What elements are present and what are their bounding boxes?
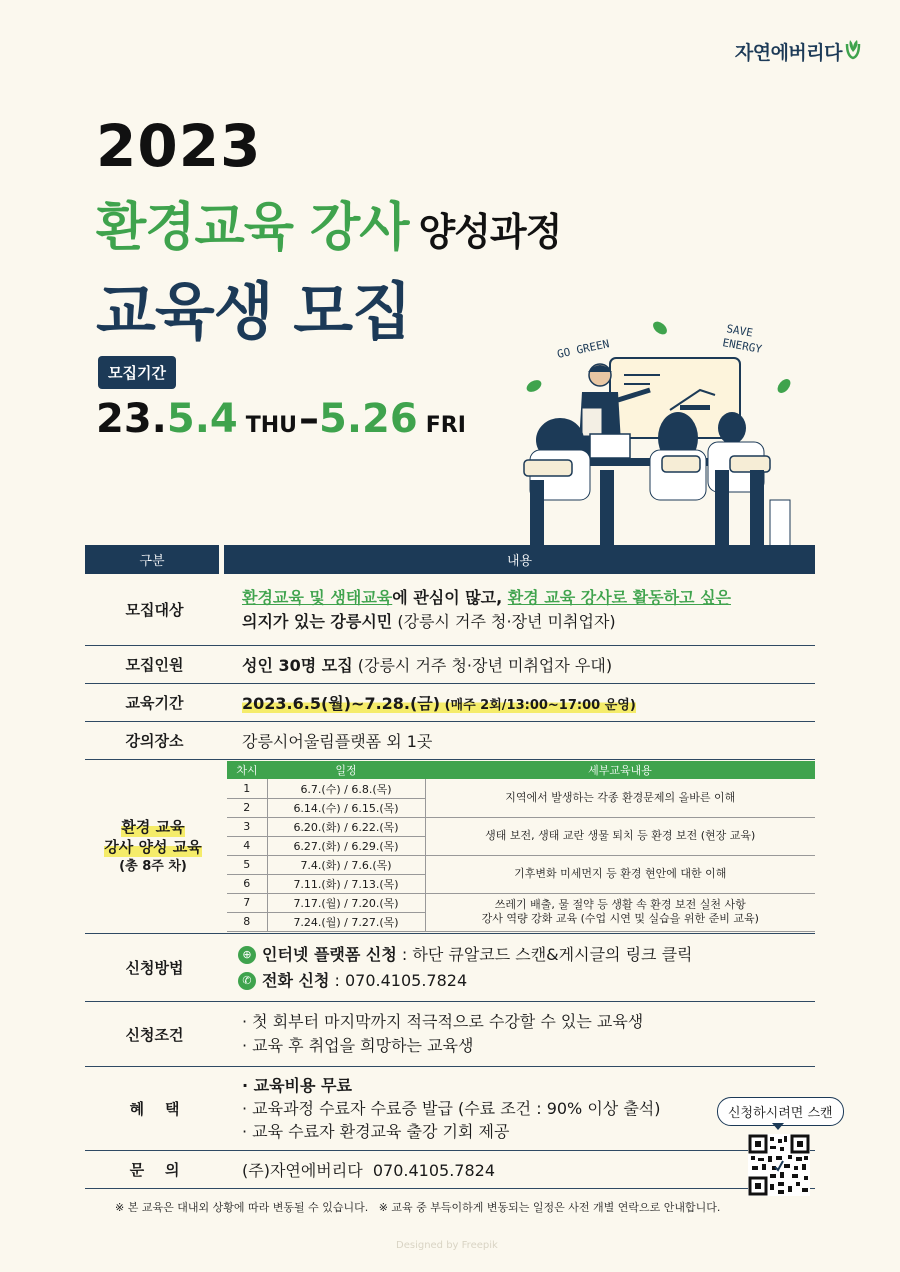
period-tag: 모집기간: [98, 356, 176, 389]
design-credit: Designed by Freepik: [396, 1240, 498, 1251]
benefit-item: · 교육과정 수료자 수료증 발급 (수료 조건 : 90% 이상 출석): [242, 1099, 661, 1118]
sched-date: 6.14.(수) / 6.15.(목): [267, 798, 425, 817]
row-benefit: [85, 1067, 815, 1151]
row-contact: [85, 1151, 815, 1189]
apply-tel-bold: 전화 신청: [262, 970, 330, 990]
sched-no: 7: [227, 893, 267, 912]
benefit-item: · 교육 수료자 환경교육 출강 기회 제공: [242, 1122, 510, 1141]
period-end: 5.26: [319, 396, 418, 442]
sched-date: 7.4.(화) / 7.6.(목): [267, 855, 425, 874]
label-benefit: 혜 택: [129, 1100, 180, 1118]
label-count: 모집인원: [125, 656, 184, 674]
label-condition: 신청조건: [125, 1025, 184, 1044]
course-label1: 환경 교육: [121, 817, 185, 836]
header-category: 구분: [85, 545, 219, 574]
label-target: 모집대상: [125, 601, 184, 619]
apply-web-bold: 인터넷 플랫폼 신청: [262, 944, 397, 964]
value-count: [224, 646, 815, 683]
course-label3: (총 8주 차): [119, 858, 187, 874]
phone-icon: ✆: [238, 972, 256, 990]
value-place: 강릉시어울림플랫폼 외 1곳: [242, 732, 433, 751]
table-row: [227, 779, 815, 798]
sched-no: 1: [227, 779, 267, 798]
table-row: [227, 855, 815, 874]
benefit-item: · 교육비용 무료: [242, 1076, 352, 1095]
period-start-prefix: 23.: [96, 396, 167, 442]
row-target: [85, 574, 815, 646]
sched-content: 생태 보전, 생태 교란 생물 퇴치 등 환경 보전 (현장 교육): [425, 817, 815, 855]
duration-main: 2023.6.5(월)~7.28.(금): [242, 694, 441, 713]
label-contact: 문 의: [129, 1161, 180, 1179]
sched-date: 6.7.(수) / 6.8.(목): [267, 779, 425, 798]
info-table: [85, 545, 815, 1189]
sched-date: 7.24.(월) / 7.27.(목): [267, 912, 425, 931]
value-condition: [224, 1002, 815, 1066]
row-duration: [85, 684, 815, 722]
save-text: SAVE: [725, 322, 754, 340]
qr-code[interactable]: [748, 1134, 810, 1196]
sched-no: 8: [227, 912, 267, 931]
sched-content-line2: 강사 역량 강화 교육 (수업 시연 및 실습을 위한 준비 교육): [481, 912, 759, 926]
label-course: [85, 817, 221, 877]
condition-item: · 첫 회부터 마지막까지 적극적으로 수강할 수 있는 교육생: [242, 1012, 644, 1031]
row-course: [85, 760, 815, 934]
title-year: 2023: [96, 112, 262, 180]
count-bold: 성인 30명 모집: [242, 656, 353, 675]
schedule-table: [227, 761, 815, 932]
row-count: [85, 646, 815, 684]
title-green: 환경교육 강사: [96, 198, 409, 258]
value-target: [224, 574, 815, 645]
value-contact: (주)자연에버리다 070.4105.7824: [242, 1161, 495, 1180]
classroom-illustration: [500, 310, 830, 550]
sched-content: [425, 893, 815, 931]
period-end-day: FRI: [425, 413, 466, 438]
target-rest: (강릉시 거주 청·장년 미취업자): [392, 611, 616, 631]
period-dash: –: [299, 396, 320, 442]
label-apply: 신청방법: [125, 959, 184, 977]
sched-date: 7.11.(화) / 7.13.(목): [267, 874, 425, 893]
globe-icon: ⊕: [238, 946, 256, 964]
period-dates: [96, 396, 468, 442]
table-row: [227, 893, 815, 912]
sched-date: 6.27.(화) / 6.29.(목): [267, 836, 425, 855]
course-label2: 강사 양성 교육: [104, 837, 202, 856]
sched-date: 6.20.(화) / 6.22.(목): [267, 817, 425, 836]
value-duration: [224, 684, 815, 721]
footer-note: ※ 본 교육은 대내외 상황에 따라 변동될 수 있습니다. ※ 교육 중 부득이하게 변동되는 일정은 사전 개별 연락으로 안내합니다.: [115, 1201, 721, 1214]
apply-web-rest: : 하단 큐알코드 스캔&게시글의 링크 클릭: [396, 944, 693, 964]
value-apply: [224, 934, 815, 1001]
energy-text: ENERGY: [721, 336, 763, 356]
sched-no: 6: [227, 874, 267, 893]
count-rest: (강릉시 거주 청·장년 미취업자 우대): [352, 656, 613, 675]
table-row: [227, 817, 815, 836]
target-bold: 의지가 있는 강릉시민: [242, 611, 393, 631]
label-duration: 교육기간: [125, 694, 184, 712]
sched-content-line1: 쓰레기 배출, 물 절약 등 생활 속 환경 보전 실천 사항: [494, 898, 746, 912]
label-place: 강의장소: [125, 732, 184, 750]
condition-item: · 교육 후 취업을 희망하는 교육생: [242, 1036, 474, 1055]
sched-no: 5: [227, 855, 267, 874]
brand-logo: [735, 38, 862, 65]
row-place: [85, 722, 815, 760]
go-green-text: GO GREEN: [555, 337, 611, 361]
title-dark: 양성과정: [418, 210, 562, 254]
sched-no: 4: [227, 836, 267, 855]
row-condition: [85, 1002, 815, 1067]
period-start-day: THU: [245, 413, 298, 438]
sched-header-content: 세부교육내용: [425, 761, 815, 779]
apply-tel-rest: : 070.4105.7824: [329, 970, 468, 990]
sched-content: 기후변화 미세먼지 등 환경 현안에 대한 이해: [425, 855, 815, 893]
sched-header-date: 일정: [267, 761, 425, 779]
sched-no: 2: [227, 798, 267, 817]
header-content: 내용: [224, 545, 815, 574]
target-green1: 환경교육 및 생태교육: [242, 587, 393, 607]
title-line2: [96, 185, 561, 260]
title-line3: 교육생 모집: [96, 275, 412, 348]
target-green2: 환경 교육 강사로 활동하고 싶은: [507, 587, 731, 607]
period-start: 5.4: [166, 396, 238, 442]
sched-content: 지역에서 발생하는 각종 환경문제의 올바른 이해: [425, 779, 815, 817]
duration-sub: (매주 2회/13:00~17:00 운영): [440, 698, 636, 713]
target-mid: 에 관심이 많고,: [392, 587, 508, 607]
table-header: [85, 545, 815, 574]
qr-caption-arrow: [772, 1123, 784, 1130]
sched-header-no: 차시: [227, 761, 267, 779]
row-apply: [85, 934, 815, 1002]
leaf-icon: [844, 38, 862, 65]
sched-no: 3: [227, 817, 267, 836]
qr-caption: 신청하시려면 스캔: [717, 1097, 844, 1126]
sched-date: 7.17.(월) / 7.20.(목): [267, 893, 425, 912]
schedule-wrap: [221, 761, 815, 932]
logo-text: 자연에버리다: [734, 42, 842, 64]
